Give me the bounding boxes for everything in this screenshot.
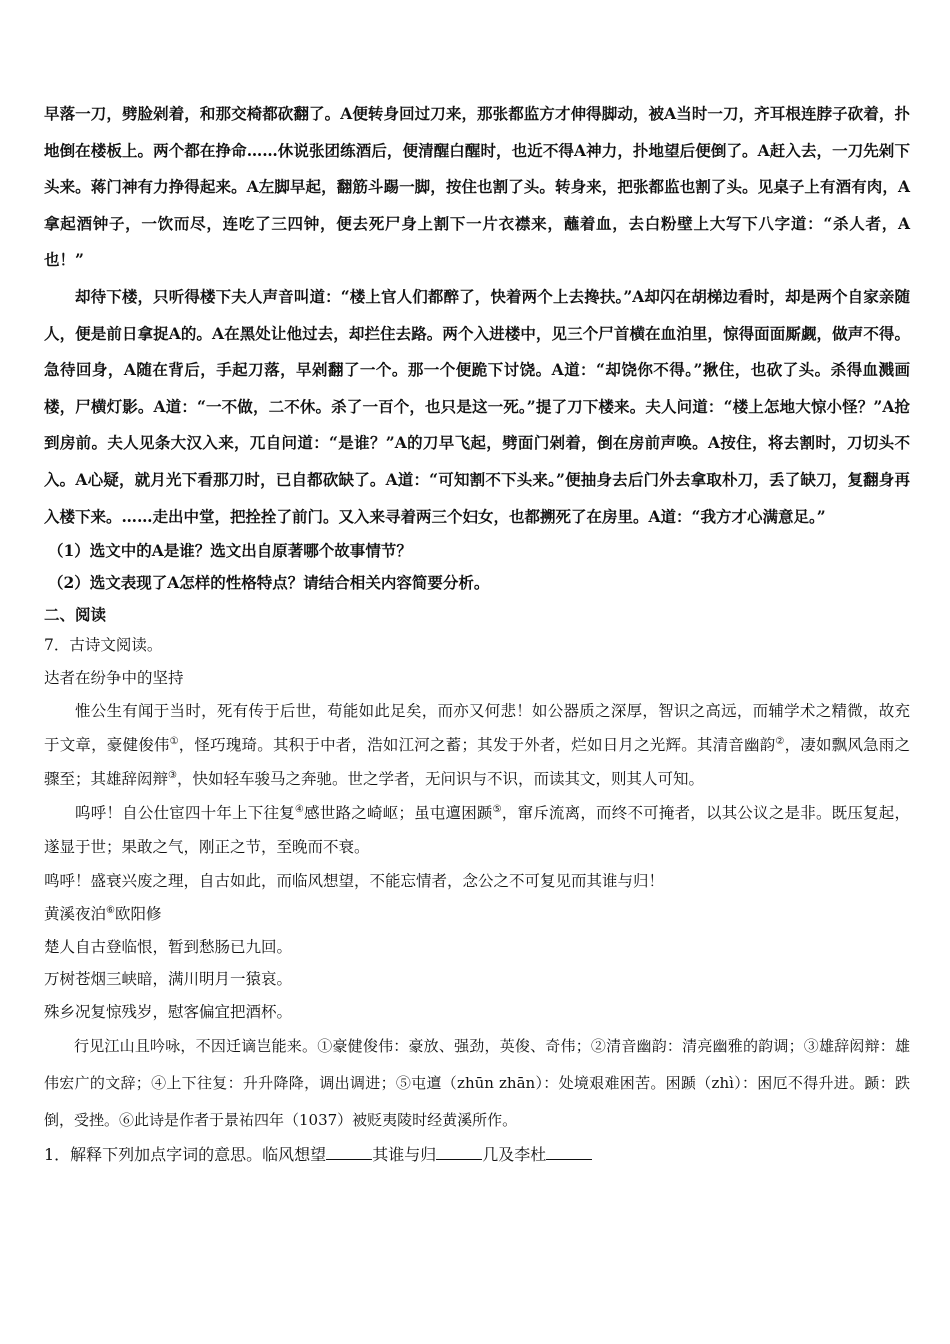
excerpt-paragraph-1: 早落一刀，劈脸剁着，和那交椅都砍翻了。A便转身回过刀来，那张都监方才伸得脚动，被A当时一刀，齐耳根连脖子砍着，扑地倒在楼板上。两个都在挣命……休说张团练酒后，便清醒白醒时，也近不得A神力，扑地望后便倒了。A赶入去，一刀先剁下头来。蒋门神有力挣得起来。A左脚早起，翻筋斗踢一脚，按住也割了头。转身来，把张都监也割了头。见桌子上有酒有肉，A拿起酒钟子，一饮而尽，连吃了三四钟，便去死尸身上割下一片衣襟来，蘸着血，去白粉壁上大写下八字道：“杀人者，A也！” (44, 104, 910, 270)
prose-paragraph-1: 惟公生有闻于当时，死有传于后世，苟能如此足矣，而亦又何悲！如公器质之深厚，智识之高远，而辅学术之精微，故充于文章，豪健俊伟①，怪巧瑰琦。其积于中者，浩如江河之蓄；其发于外者，烂如日月之光辉。其清音幽韵②，凄如飘风急雨之骤至；其雄辞闳辩③，快如轻车骏马之奔驰。世之学者，无问识与不识，而读其文，则其人可知。 (44, 702, 910, 789)
novel-excerpt (44, 96, 910, 535)
footnote-mark-3: ③ (168, 769, 177, 781)
poem-line-2: 万树苍烟三峡暗，满川明月一猿哀。 (44, 970, 293, 989)
answer-blank-2[interactable] (436, 1145, 482, 1160)
answer-blank-3[interactable] (546, 1145, 592, 1160)
excerpt-paragraph-2: 却待下楼，只听得楼下夫人声音叫道：“楼上官人们都醉了，快着两个上去搀扶。”A却闪在胡梯边看时，却是两个自家亲随人，便是前日拿捉A的。A在黑处让他过去，却拦住去路。两个入进楼中，见三个尸首横在血泊里，惊得面面厮觑，做声不得。急待回身，A随在背后，手起刀落，早剁翻了一个。那一个便跪下讨饶。A道：“却饶你不得。”揪住，也砍了头。杀得血溅画楼，尸横灯影。A道：“一不做，二不休。杀了一百个，也只是这一死。”提了刀下楼来。夫人问道：“楼上怎地大惊小怪？”A抢到房前。夫人见条大汉入来，兀自问道：“是谁？”A的刀早飞起，劈面门剁着，倒在房前声唤。A按住，将去割时，刀切头不入。A心疑，就月光下看那刀时，已自都砍缺了。A道：“可知割不下头来。”便抽身去后门外去拿取朴刀，丢了缺刀，复翻身再入楼下来。……走出中堂，把拴拴了前门。又入来寻着两三个妇女，也都搠死了在房里。A道：“我方才心满意足。” (44, 286, 910, 526)
poem-title: 黄溪夜泊⑥欧阳修 (44, 904, 162, 924)
footnote-mark-5: ⑤ (492, 803, 502, 815)
question-2: （2）选文表现了A怎样的性格特点？请结合相关内容简要分析。 (48, 573, 490, 593)
answer-blank-1[interactable] (326, 1145, 372, 1160)
document-page (44, 96, 910, 1171)
footnote-mark-4: ④ (294, 803, 305, 815)
item-7-heading: 7．古诗文阅读。 (44, 636, 163, 655)
prose-paragraph-3: 鸣呼！盛衰兴废之理，自古如此，而临风想望，不能忘情者，念公之不可复见而其谁与归！ (44, 872, 665, 891)
footnote-mark-2: ② (775, 735, 785, 747)
footnote-mark-1: ① (169, 735, 179, 747)
question-1: （1）选文中的A是谁？选文出自原著哪个故事情节？ (48, 541, 412, 561)
poem-notes (44, 1028, 910, 1139)
poem-line-3: 殊乡况复惊残岁，慰客偏宜把酒杯。 (44, 1002, 293, 1021)
poem-line-1: 楚人自古登临恨，暂到愁肠已九回。 (44, 937, 293, 956)
prose-subtitle: 达者在纷争中的坚持 (44, 668, 184, 687)
poem-line-4-and-notes: 行见江山且吟咏，不因迁谪岂能来。①豪健俊伟：豪放、强劲，英俊、奇伟；②清音幽韵：清亮幽雅的韵调；③雄辞闳辩：雄伟宏广的文辞；④上下往复：升升降降，调出调进；⑤屯邅（zhūn zhān）：处境艰难困苦。困踬（zhì）：困厄不得升进。踬：跌倒，受挫。⑥此诗是作者于景祐四年（1037）被贬夷陵时经黄溪所作。 (44, 1037, 910, 1130)
section-title: 二、阅读 (44, 605, 107, 625)
prose-paragraph-2: 呜呼！自公仕宦四十年上下往复④感世路之崎岖；虽屯邅困踬⑤，窜斥流离，而终不可掩者，以其公议之是非。既压复起，遂显于世；果敢之气，刚正之节，至晚而不衰。 (44, 803, 910, 857)
final-question: 1．解释下列加点字词的意思。临风想望 其谁与归 几及李杜 (44, 1139, 910, 1171)
footnote-mark-6: ⑥ (106, 904, 115, 916)
